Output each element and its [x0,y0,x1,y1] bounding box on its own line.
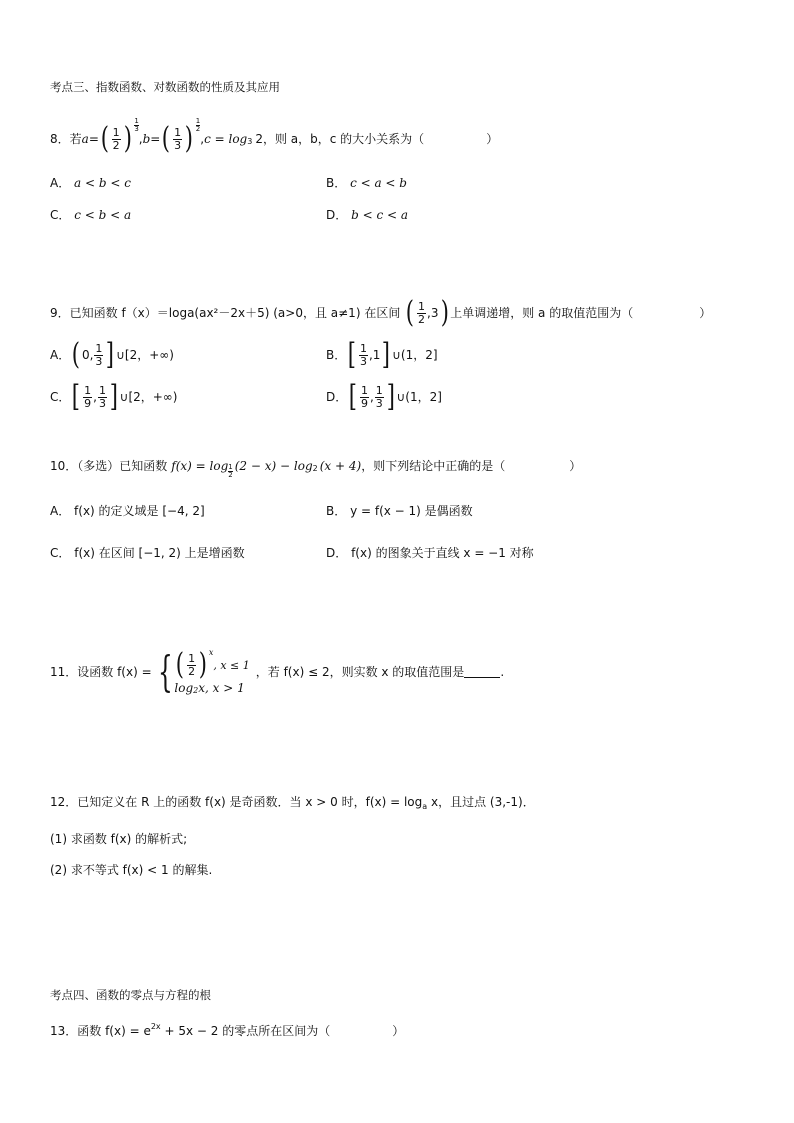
q8-option-c: C． c < b < a [50,208,132,222]
q8-f1-den: 2 [112,138,120,152]
q8-comma1: , [138,132,143,146]
q8-close: ） [486,132,499,146]
section-title-3: 考点三、指数函数、对数函数的性质及其应用 [50,80,280,94]
q8-option-d: D． b < c < a [326,208,409,222]
q8-option-a: A． a < b < c [50,176,131,190]
section-title-4: 考点四、函数的零点与方程的根 [50,988,211,1002]
q8-e2-num: 1 [195,116,201,125]
q8-e2-den: 2 [195,124,201,133]
q9-stem-a: 9．已知函数 f（x）＝loga(ax²－2x＋5) (a>0，且 a≠1) 在区间 [50,306,401,320]
q8-comma2: , [200,132,205,146]
q8-eq1: = [88,132,99,146]
q8-f2-num: 1 [174,125,182,139]
q10-option-b: B． y = f(x − 1) 是偶函数 [326,504,473,518]
answer-blank[interactable] [464,667,500,678]
q9-option-b: B． [ $\frac{1}{3}$ ,1 ] ∪(1，2] [326,337,438,372]
question-13-stem: 13．函数 $f(x) = e^{2x} + 5x - 2$ 的零点所在区间为（ ） [50,1022,405,1038]
q8-c-arg: 2 [255,132,263,146]
q10-option-a: A． f(x) 的定义域是 [−4, 2] [50,504,205,518]
question-12-stem: 12．已知定义在 R 上的函数 f(x) 是奇函数．当 x > 0 时，$f(x) = \log_a x$，且过点 (3,-1)． [50,795,535,811]
q9-stem-b: 上单调递增，则 a 的取值范围为（ [450,306,634,320]
q8-number: 8． [50,132,70,146]
q8-option-b: B． c < a < b [326,176,407,190]
q12-part-1: (1) 求函数 f(x) 的解析式; [50,832,188,846]
question-11-stem: 11．设函数 f(x) = { ( $\frac{1}{2}$ ) x , x ≤ 1 log 2 x, x > 1 ，若 f(x) ≤ 2，则实数 x 的取值范围是 . [50,647,505,696]
q12-part-2: (2) 求不等式 f(x) < 1 的解集. [50,863,213,877]
q8-pre: 若 [69,132,82,146]
q9-option-a: A． ( 0, $\frac{1}{3}$ ] ∪[2，+∞) [50,337,174,372]
q9-option-d: D． [ $\frac{1}{9}$ , $\frac{1}{3}$ ] ∪(1，2] [326,379,442,414]
question-10-stem: 10．（多选）已知函数 f(x) = log 1 2 (2 − x) − log 2 (x + 4) ，则下列结论中正确的是（ ） [50,458,582,479]
question-9-stem: 9．已知函数 f（x）＝loga(ax²－2x＋5) (a>0，且 a≠1) 在区间 ( $\frac{1}{2}$ ,3 ) 上单调递增，则 a 的取值范围为（ ） [50,295,712,330]
q8-f1-num: 1 [112,125,120,139]
q8-c-def: c = log [204,132,248,146]
q8-e1-den: 3 [134,124,139,133]
q8-f2-den: 3 [174,138,182,152]
q9-option-c: C． [ $\frac{1}{9}$ , $\frac{1}{3}$ ] ∪[2，+∞) [50,379,178,414]
q8-b-var: b [142,132,151,146]
q8-eq2: = [150,132,161,146]
q10-base1: 1 2 [228,463,233,479]
q10-option-c: C． f(x) 在区间 [−1, 2) 上是增函数 [50,546,245,560]
q8-tail: ，则 a，b，c 的大小关系为（ [262,132,425,146]
q8-e1-num: 1 [134,116,139,125]
q8-a-var: a [81,132,89,146]
q10-option-d: D． f(x) 的图象关于直线 x = −1 对称 [326,546,534,560]
piecewise-brace: { [157,647,173,696]
q8-c-base: 3 [247,137,253,146]
question-8-stem: 8． 若 a = ( $\frac{1}{2}$ ) $\frac{1}{3}$ , b = ( $\frac{1}{3}$ ) $\frac{1}{2}$ , c = log 3 2 ，则 a，b，c 的大小关系为（ ） [50,116,499,156]
